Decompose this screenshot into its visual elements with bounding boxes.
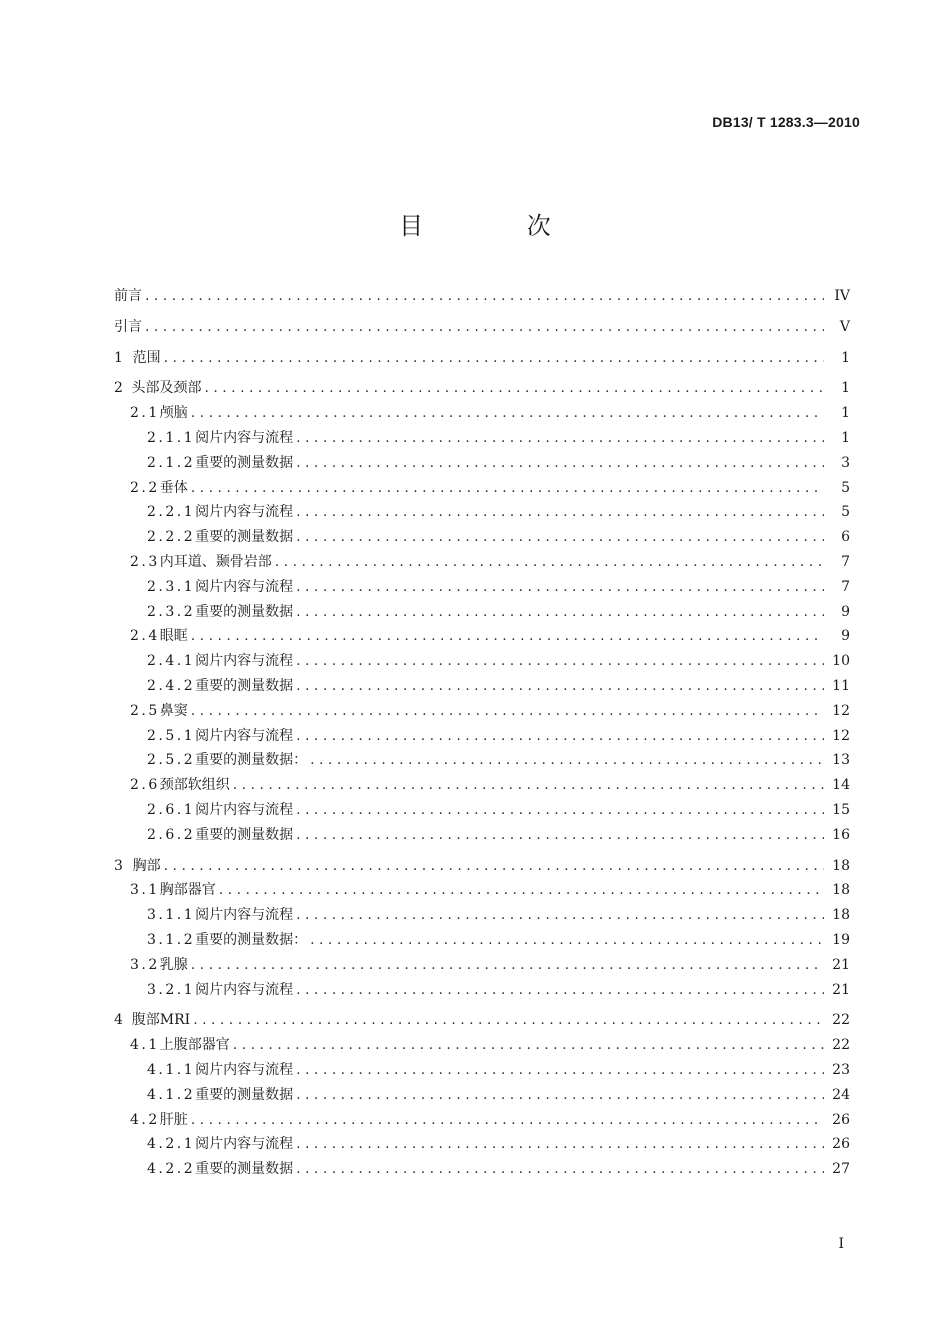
toc-entry[interactable] bbox=[114, 699, 850, 724]
toc-entry[interactable] bbox=[114, 1157, 850, 1182]
toc-leader-dots bbox=[191, 953, 824, 978]
toc-entry-number: 3 bbox=[114, 857, 126, 874]
toc-leader-dots bbox=[296, 500, 824, 525]
toc-leader-dots bbox=[191, 401, 824, 426]
toc-entry-label: 范围 bbox=[132, 349, 161, 366]
toc-entry-page: 26 bbox=[832, 1111, 850, 1128]
toc-entry-number: 2.1.1 bbox=[147, 429, 196, 446]
toc-entry-label: 阅片内容与流程 bbox=[195, 429, 294, 446]
toc-leader-dots bbox=[296, 1132, 824, 1157]
toc-entry[interactable] bbox=[114, 525, 850, 550]
toc-entry-label: 颈部软组织 bbox=[159, 777, 230, 794]
toc-entry-label: 前言 bbox=[114, 288, 142, 304]
toc-entry-page: 7 bbox=[841, 553, 850, 570]
toc-entry[interactable] bbox=[114, 953, 850, 978]
toc-leader-dots bbox=[233, 773, 824, 798]
toc-entry[interactable] bbox=[114, 550, 850, 575]
toc-leader-dots bbox=[145, 315, 824, 340]
toc-entry-number: 4 bbox=[114, 1012, 126, 1029]
toc-leader-dots bbox=[296, 798, 824, 823]
toc-entry-label: 重要的测量数据 bbox=[195, 826, 294, 843]
toc-entry[interactable] bbox=[114, 284, 850, 309]
toc-entry[interactable] bbox=[114, 724, 850, 749]
toc-leader-dots bbox=[191, 1108, 824, 1133]
toc-entry-label: 阅片内容与流程 bbox=[195, 1136, 294, 1153]
toc-entry[interactable] bbox=[114, 476, 850, 501]
toc-entry-number: 2.1 bbox=[130, 405, 160, 422]
toc-entry-number: 2.4.2 bbox=[147, 677, 196, 694]
toc-entry-page: 23 bbox=[832, 1061, 850, 1078]
toc-entry-label: 鼻窦 bbox=[159, 702, 188, 719]
toc-entry-number: 4.1 bbox=[130, 1037, 160, 1054]
toc-entry-label: 重要的测量数据 bbox=[195, 529, 294, 546]
toc-entry-page: 13 bbox=[832, 752, 850, 769]
toc-entry-number: 3.2.1 bbox=[147, 981, 196, 998]
toc-leader-dots bbox=[296, 426, 824, 451]
toc-entry[interactable] bbox=[114, 315, 850, 340]
toc-entry[interactable] bbox=[114, 1083, 850, 1108]
toc-entry-number: 2.4 bbox=[130, 628, 160, 645]
toc-entry[interactable] bbox=[114, 575, 850, 600]
toc-leader-dots bbox=[219, 878, 824, 903]
toc-entry[interactable] bbox=[114, 928, 850, 953]
toc-entry-label: 肝脏 bbox=[159, 1111, 188, 1128]
toc-entry-label: 阅片内容与流程 bbox=[195, 504, 294, 521]
toc-entry[interactable] bbox=[114, 1132, 850, 1157]
toc-entry-page: 3 bbox=[841, 454, 850, 471]
toc-entry-label: 阅片内容与流程 bbox=[195, 1061, 294, 1078]
toc-entry-page: V bbox=[839, 318, 850, 335]
toc-entry-page: 6 bbox=[841, 529, 850, 546]
toc-entry-label: 腹部MRI bbox=[131, 1012, 191, 1029]
toc-entry-label: 上腹部器官 bbox=[159, 1037, 230, 1054]
table-of-contents bbox=[114, 284, 850, 1182]
toc-entry-number: 4.2.2 bbox=[147, 1161, 196, 1178]
toc-entry-label: 颅脑 bbox=[159, 405, 188, 422]
toc-entry-label: 内耳道、颞骨岩部 bbox=[159, 553, 272, 570]
toc-entry-page: 26 bbox=[832, 1136, 850, 1153]
toc-entry-label: 重要的测量数据 bbox=[195, 677, 294, 694]
toc-leader-dots bbox=[164, 854, 824, 879]
toc-entry-label: 垂体 bbox=[159, 479, 188, 496]
toc-leader-dots bbox=[310, 748, 824, 773]
toc-entry-number: 2.6.2 bbox=[147, 826, 196, 843]
toc-leader-dots bbox=[296, 674, 824, 699]
toc-entry-page: 27 bbox=[832, 1161, 850, 1178]
toc-entry-page: 9 bbox=[841, 603, 850, 620]
toc-leader-dots bbox=[191, 624, 824, 649]
toc-entry[interactable] bbox=[114, 451, 850, 476]
toc-entry[interactable] bbox=[114, 1108, 850, 1133]
toc-entry-page: 18 bbox=[832, 907, 850, 924]
toc-entry-page: 7 bbox=[841, 578, 850, 595]
toc-entry-page: 1 bbox=[841, 349, 850, 366]
toc-entry[interactable] bbox=[114, 773, 850, 798]
toc-leader-dots bbox=[191, 699, 824, 724]
toc-leader-dots bbox=[296, 600, 824, 625]
toc-entry-number: 4.1.2 bbox=[147, 1086, 196, 1103]
toc-entry-label: 重要的测量数据： bbox=[195, 752, 308, 769]
toc-leader-dots bbox=[233, 1033, 824, 1058]
toc-leader-dots bbox=[296, 1058, 824, 1083]
toc-entry-label: 眼眶 bbox=[159, 628, 188, 645]
toc-entry-page: 21 bbox=[832, 981, 850, 998]
toc-entry[interactable] bbox=[114, 978, 850, 1003]
toc-leader-dots bbox=[145, 284, 824, 309]
toc-entry[interactable] bbox=[114, 376, 850, 401]
toc-entry-page: 1 bbox=[841, 405, 850, 422]
toc-leader-dots bbox=[191, 476, 824, 501]
toc-leader-dots bbox=[193, 1008, 824, 1033]
toc-entry-number: 2 bbox=[114, 380, 126, 397]
toc-entry[interactable] bbox=[114, 674, 850, 699]
toc-entry[interactable] bbox=[114, 346, 850, 371]
toc-entry-number: 2.6 bbox=[130, 777, 160, 794]
toc-entry-page: 10 bbox=[832, 653, 850, 670]
toc-entry-page: 16 bbox=[832, 826, 850, 843]
toc-leader-dots bbox=[296, 903, 824, 928]
toc-entry-page: 14 bbox=[832, 777, 850, 794]
toc-entry-page: 18 bbox=[832, 857, 850, 874]
toc-entry-label: 头部及颈部 bbox=[131, 380, 202, 397]
toc-entry-label: 阅片内容与流程 bbox=[195, 981, 294, 998]
toc-leader-dots bbox=[296, 525, 824, 550]
toc-entry-label: 阅片内容与流程 bbox=[195, 801, 294, 818]
toc-leader-dots bbox=[310, 928, 824, 953]
toc-entry-label: 重要的测量数据： bbox=[195, 931, 308, 948]
toc-entry[interactable] bbox=[114, 903, 850, 928]
toc-entry-page: 21 bbox=[832, 956, 850, 973]
toc-entry-label: 阅片内容与流程 bbox=[195, 727, 294, 744]
toc-entry-number: 4.2 bbox=[130, 1111, 160, 1128]
toc-entry-number: 2.5 bbox=[130, 702, 160, 719]
toc-entry-number: 2.5.2 bbox=[147, 752, 196, 769]
toc-entry-number: 1 bbox=[114, 349, 126, 366]
toc-entry-label: 阅片内容与流程 bbox=[195, 907, 294, 924]
toc-leader-dots bbox=[296, 1083, 824, 1108]
toc-entry-label: 胸部器官 bbox=[159, 882, 216, 899]
toc-leader-dots bbox=[296, 451, 824, 476]
toc-entry-number: 2.3 bbox=[130, 553, 160, 570]
toc-entry-label: 重要的测量数据 bbox=[195, 1161, 294, 1178]
toc-entry[interactable] bbox=[114, 600, 850, 625]
toc-entry-page: 22 bbox=[832, 1012, 850, 1029]
toc-entry[interactable] bbox=[114, 748, 850, 773]
toc-entry-number: 2.1.2 bbox=[147, 454, 196, 471]
toc-entry-page: IV bbox=[834, 288, 850, 304]
toc-leader-dots bbox=[296, 575, 824, 600]
toc-entry-number: 2.2.2 bbox=[147, 529, 196, 546]
toc-entry-label: 重要的测量数据 bbox=[195, 603, 294, 620]
toc-entry[interactable] bbox=[114, 1008, 850, 1033]
toc-entry-number: 2.3.1 bbox=[147, 578, 196, 595]
toc-leader-dots bbox=[296, 823, 824, 848]
toc-entry[interactable] bbox=[114, 823, 850, 848]
toc-entry-label: 重要的测量数据 bbox=[195, 454, 294, 471]
toc-entry-number: 3.1.2 bbox=[147, 931, 196, 948]
page-number: I bbox=[838, 1236, 844, 1252]
toc-entry[interactable] bbox=[114, 798, 850, 823]
toc-leader-dots bbox=[296, 724, 824, 749]
toc-entry-label: 阅片内容与流程 bbox=[195, 578, 294, 595]
toc-entry[interactable] bbox=[114, 1058, 850, 1083]
toc-entry-label: 引言 bbox=[114, 318, 142, 335]
toc-entry-page: 1 bbox=[841, 429, 850, 446]
toc-leader-dots bbox=[164, 346, 824, 371]
toc-entry-number: 4.2.1 bbox=[147, 1136, 196, 1153]
toc-entry[interactable] bbox=[114, 401, 850, 426]
toc-leader-dots bbox=[296, 978, 824, 1003]
toc-entry-page: 22 bbox=[832, 1037, 850, 1054]
toc-entry-number: 2.3.2 bbox=[147, 603, 196, 620]
toc-entry[interactable] bbox=[114, 1033, 850, 1058]
toc-entry-page: 12 bbox=[832, 727, 850, 744]
toc-entry-label: 阅片内容与流程 bbox=[195, 653, 294, 670]
toc-entry-number: 3.1.1 bbox=[147, 907, 196, 924]
toc-leader-dots bbox=[275, 550, 824, 575]
toc-entry[interactable] bbox=[114, 854, 850, 879]
toc-entry-number: 3.2 bbox=[130, 956, 160, 973]
toc-entry-number: 4.1.1 bbox=[147, 1061, 196, 1078]
toc-entry-page: 1 bbox=[841, 380, 850, 397]
page-title: 目 次 bbox=[399, 212, 599, 240]
toc-entry-page: 11 bbox=[832, 677, 850, 694]
toc-entry-page: 9 bbox=[841, 628, 850, 645]
toc-entry-label: 胸部 bbox=[132, 857, 161, 874]
toc-entry[interactable] bbox=[114, 426, 850, 451]
toc-entry-label: 重要的测量数据 bbox=[195, 1086, 294, 1103]
document-code: DB13/ T 1283.3—2010 bbox=[712, 114, 860, 130]
toc-entry-page: 5 bbox=[841, 479, 850, 496]
toc-entry-page: 12 bbox=[832, 702, 850, 719]
toc-entry-page: 5 bbox=[841, 504, 850, 521]
toc-entry-page: 18 bbox=[832, 882, 850, 899]
toc-leader-dots bbox=[296, 649, 824, 674]
toc-entry-number: 2.2 bbox=[130, 479, 160, 496]
toc-entry[interactable] bbox=[114, 624, 850, 649]
toc-entry-page: 19 bbox=[832, 931, 850, 948]
toc-entry[interactable] bbox=[114, 500, 850, 525]
toc-entry[interactable] bbox=[114, 649, 850, 674]
toc-entry-number: 2.5.1 bbox=[147, 727, 196, 744]
toc-leader-dots bbox=[204, 376, 824, 401]
toc-entry-number: 2.6.1 bbox=[147, 801, 196, 818]
toc-entry[interactable] bbox=[114, 878, 850, 903]
toc-entry-page: 15 bbox=[832, 801, 850, 818]
toc-entry-page: 24 bbox=[832, 1086, 850, 1103]
toc-entry-number: 2.4.1 bbox=[147, 653, 196, 670]
toc-leader-dots bbox=[296, 1157, 824, 1182]
toc-entry-number: 2.2.1 bbox=[147, 504, 196, 521]
toc-entry-label: 乳腺 bbox=[159, 956, 188, 973]
toc-entry-number: 3.1 bbox=[130, 882, 160, 899]
